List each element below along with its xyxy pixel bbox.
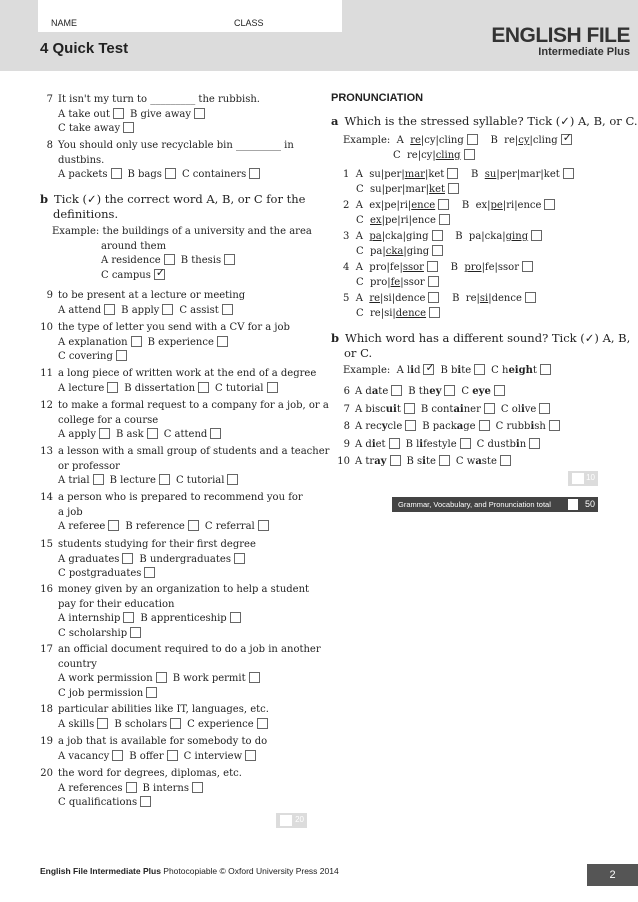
answer-checkbox[interactable]: [529, 438, 540, 449]
answer-checkbox[interactable]: [249, 672, 260, 683]
answer-checkbox[interactable]: [198, 382, 209, 393]
name-label: NAME: [51, 18, 78, 28]
answer-checkbox[interactable]: [391, 385, 402, 396]
answer-checkbox[interactable]: [123, 612, 134, 623]
question-9: 9 to be present at a lecture or meeting A attend B apply C assist: [46, 290, 246, 316]
tick-icon: ✓: [425, 361, 435, 374]
answer-checkbox[interactable]: [438, 199, 449, 210]
question-16: 16 money given by an organization to help a student pay for their education A internship B apprenticeship C scholarship: [40, 584, 310, 639]
answer-checkbox[interactable]: [432, 245, 443, 256]
answer-checkbox[interactable]: [549, 420, 560, 431]
answer-checkbox[interactable]: [447, 168, 458, 179]
answer-checkbox[interactable]: [267, 382, 278, 393]
answer-checkbox[interactable]: [192, 782, 203, 793]
answer-checkbox[interactable]: [544, 199, 555, 210]
answer-checkbox[interactable]: [227, 474, 238, 485]
total-label: Grammar, Vocabulary, and Pronunciation total: [398, 500, 551, 509]
answer-checkbox[interactable]: [130, 627, 141, 638]
footer-copyright: English File Intermediate Plus Photocopiable © Oxford University Press 2014: [40, 866, 339, 876]
page-number: 2: [587, 864, 638, 886]
answer-checkbox[interactable]: [156, 672, 167, 683]
answer-checkbox[interactable]: [525, 292, 536, 303]
stress-item-4: 4 A pro|fe|ssor B pro|fe|ssor C pro|fe|ssor: [343, 261, 533, 290]
answer-checkbox[interactable]: [131, 336, 142, 347]
answer-checkbox[interactable]: [234, 553, 245, 564]
answer-checkbox[interactable]: [439, 214, 450, 225]
question-19: 19 a job that is available for somebody to do A vacancy B offer C interview: [40, 736, 268, 762]
answer-checkbox[interactable]: [540, 364, 551, 375]
answer-checkbox[interactable]: [432, 230, 443, 241]
answer-checkbox[interactable]: [126, 782, 137, 793]
answer-checkbox-ticked[interactable]: [561, 131, 572, 145]
answer-checkbox[interactable]: [111, 168, 122, 179]
answer-checkbox[interactable]: [404, 403, 415, 414]
question-20: 20 the word for degrees, diplomas, etc. A references B interns C qualifications: [40, 768, 242, 808]
answer-checkbox[interactable]: [146, 687, 157, 698]
stress-example: Example: A re|cy|cling B re|cy|cling ✓ C re|cy|cling: [343, 131, 572, 161]
answer-checkbox[interactable]: [217, 336, 228, 347]
answer-checkbox[interactable]: [107, 382, 118, 393]
answer-checkbox[interactable]: [224, 254, 235, 265]
answer-checkbox[interactable]: [494, 385, 505, 396]
answer-checkbox[interactable]: [162, 304, 173, 315]
answer-checkbox[interactable]: [389, 438, 400, 449]
sound-item-row: 7 A biscuit B container C olive: [337, 403, 566, 421]
question-15: 15 students studying for their first degree A graduates B undergraduates C postgraduates: [40, 539, 256, 579]
total-score-bar: [392, 497, 598, 512]
answer-checkbox[interactable]: [147, 428, 158, 439]
tick-icon: ✓: [155, 265, 166, 279]
answer-checkbox[interactable]: [188, 520, 199, 531]
answer-checkbox[interactable]: [522, 261, 533, 272]
question-17: 17 an official document required to do a job in another country A work permission B work permit C job permission: [40, 644, 321, 699]
answer-checkbox[interactable]: [99, 428, 110, 439]
pron-score-box: [568, 471, 598, 486]
stress-item-3: 3 A pa|cka|ging B pa|cka|ging C pa|cka|ging: [343, 230, 542, 259]
name-class-bar: [38, 0, 342, 32]
answer-checkbox[interactable]: [249, 168, 260, 179]
pron-score-total: 10: [586, 473, 595, 482]
stress-item-1: 1 A su|per|mar|ket B su|per|mar|ket C su|per|mar|ket: [343, 168, 574, 197]
stress-item-2: 2 A ex|pe|ri|ence B ex|pe|ri|ence C ex|pe|ri|ence: [343, 199, 555, 228]
answer-checkbox[interactable]: [159, 474, 170, 485]
answer-checkbox[interactable]: [460, 438, 471, 449]
answer-checkbox-ticked[interactable]: [423, 361, 435, 375]
answer-checkbox[interactable]: [222, 304, 233, 315]
answer-checkbox[interactable]: [123, 122, 134, 133]
section-a-instruction: a Which is the stressed syllable? Tick (✓) A, B, or C.: [331, 114, 638, 128]
answer-checkbox[interactable]: [144, 567, 155, 578]
answer-checkbox[interactable]: [428, 292, 439, 303]
question-11: 11 a long piece of written work at the end of a degree A lecture B dissertation C tutorial: [40, 368, 317, 394]
total-score: 50: [584, 499, 595, 509]
sound-example: Example: A lid ✓ B bite C height: [343, 364, 557, 379]
answer-checkbox[interactable]: [93, 474, 104, 485]
answer-checkbox[interactable]: [113, 108, 124, 119]
answer-checkbox[interactable]: [210, 428, 221, 439]
sound-item-row: 8 A recycle B package C rubbish: [337, 420, 566, 438]
sound-item-row: 9 A diet B lifestyle C dustbin: [337, 438, 566, 456]
answer-checkbox[interactable]: [563, 168, 574, 179]
answer-checkbox[interactable]: [245, 750, 256, 761]
page-title: 4 Quick Test: [40, 40, 129, 57]
question-13: 13 a lesson with a small group of students and a teacher or professor A trial B lecture C tutorial: [40, 446, 330, 486]
question-18: 18 particular abilities like IT, languages, etc. A skills B scholars C experience: [40, 704, 269, 730]
total-entry-field[interactable]: [568, 499, 578, 510]
answer-checkbox[interactable]: [429, 307, 440, 318]
answer-checkbox[interactable]: [170, 718, 181, 729]
answer-checkbox[interactable]: [97, 718, 108, 729]
answer-checkbox[interactable]: [164, 254, 175, 265]
section-b-instruction: b Tick (✓) the correct word A, B, or C for the definitions.: [40, 192, 306, 221]
answer-checkbox[interactable]: [116, 350, 127, 361]
answer-checkbox[interactable]: [479, 420, 490, 431]
stress-item-5: 5 A re|si|dence B re|si|dence C re|si|dence: [343, 292, 536, 321]
answer-checkbox[interactable]: [257, 718, 268, 729]
answer-checkbox[interactable]: [474, 364, 485, 375]
answer-checkbox[interactable]: [484, 403, 495, 414]
answer-checkbox[interactable]: [165, 168, 176, 179]
answer-checkbox[interactable]: [500, 455, 511, 466]
answer-checkbox[interactable]: [194, 108, 205, 119]
vocab-score-total: 20: [295, 815, 304, 824]
brand-line1: ENGLISH FILE: [491, 24, 630, 47]
answer-checkbox[interactable]: [427, 261, 438, 272]
brand-line2: Intermediate Plus: [538, 46, 630, 58]
class-label: CLASS: [234, 18, 264, 28]
tick-icon: ✓: [562, 131, 572, 144]
answer-checkbox-ticked[interactable]: [154, 265, 166, 280]
answer-checkbox[interactable]: [448, 183, 459, 194]
answer-checkbox[interactable]: [439, 455, 450, 466]
page-header: [0, 0, 638, 71]
sound-item-row: 6 A date B they C eye: [337, 385, 566, 403]
answer-checkbox[interactable]: [104, 304, 115, 315]
vocab-score-box: [276, 813, 307, 828]
answer-checkbox[interactable]: [539, 403, 550, 414]
question-7: 7 It isn't my turn to _________ the rubbish. A take out B give away C take away: [46, 94, 260, 134]
answer-checkbox[interactable]: [405, 420, 416, 431]
answer-checkbox[interactable]: [444, 385, 455, 396]
question-12: 12 to make a formal request to a company for a job, or a college for a course A apply B ask C attend: [40, 400, 329, 440]
score-entry-field[interactable]: [572, 473, 584, 484]
answer-checkbox[interactable]: [167, 750, 178, 761]
answer-checkbox[interactable]: [140, 796, 151, 807]
question-10: 10 the type of letter you send with a CV for a job A explanation B experience C covering: [40, 322, 290, 362]
answer-checkbox[interactable]: [108, 520, 119, 531]
question-8: 8 You should only use recyclable bin _________ in dustbins. A packets B bags C containers: [46, 140, 294, 180]
answer-checkbox[interactable]: [467, 134, 478, 145]
answer-checkbox[interactable]: [230, 612, 241, 623]
sound-item-row: 10 A tray B site C waste: [337, 455, 566, 473]
brand-logo: [491, 25, 630, 59]
answer-checkbox[interactable]: [122, 553, 133, 564]
sound-items: [337, 385, 566, 473]
answer-checkbox[interactable]: [258, 520, 269, 531]
section-b-pron-instruction: b Which word has a different sound? Tick (✓) A, B, or C.: [331, 331, 631, 360]
pronunciation-heading: PRONUNCIATION: [331, 92, 424, 104]
answer-checkbox[interactable]: [390, 455, 401, 466]
question-14: 14 a person who is prepared to recommend you for a job A referee B reference C referral: [40, 492, 303, 532]
answer-checkbox[interactable]: [428, 276, 439, 287]
answer-checkbox[interactable]: [112, 750, 123, 761]
answer-checkbox[interactable]: [464, 149, 475, 160]
answer-checkbox[interactable]: [531, 230, 542, 241]
example-definition: Example: the buildings of a university and the area around them A residence B thesis C campus ✓: [52, 226, 312, 281]
score-entry-field[interactable]: [280, 815, 292, 826]
